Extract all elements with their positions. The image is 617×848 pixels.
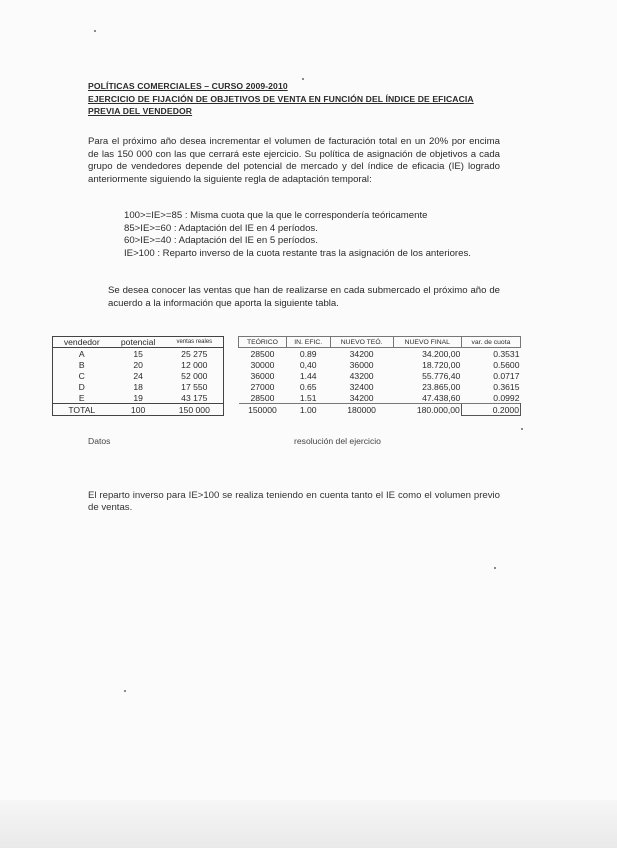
cell: 18.720,00 [422, 359, 461, 370]
table-row [53, 359, 224, 370]
cell: 0.5600 [493, 359, 520, 370]
cell: B [78, 359, 85, 370]
cell: 0.65 [299, 381, 317, 392]
table-row [53, 348, 224, 360]
handwritten-note: El reparto inverso para IE>100 se realiza teniendo en cuenta tanto el IE como el volumen previo de ventas. [88, 490, 500, 514]
cell: 20 [133, 359, 143, 370]
table-header-row [53, 337, 224, 348]
cell: 150 000 [166, 404, 224, 416]
col-nuevo-teo: NUEVO TEÓ. [330, 337, 393, 348]
cell: 0,40 [299, 359, 317, 370]
cell: 36000 [250, 370, 275, 381]
table-total-row [239, 404, 521, 416]
cell: 19 [133, 392, 143, 403]
cell: 55.776,40 [422, 370, 461, 381]
cell: 100 [111, 404, 166, 416]
data-table [52, 336, 224, 416]
cell: 52 000 [181, 370, 208, 381]
cell: 24 [133, 370, 143, 381]
cell: E [78, 392, 85, 403]
course-title: POLÍTICAS COMERCIALES – CURSO 2009-2010 [88, 81, 288, 91]
rules-list [124, 210, 500, 260]
table-row [53, 392, 224, 404]
cell: 0.89 [299, 348, 317, 359]
cell: 1.44 [299, 370, 317, 381]
cell: A [78, 348, 85, 359]
table-header-row [239, 337, 521, 348]
table-row [239, 348, 521, 360]
datos-label: Datos [88, 436, 111, 446]
table-row [239, 381, 521, 392]
cell: 34200 [349, 392, 374, 403]
rule-item: IE>100 : Reparto inverso de la cuota restante tras la asignación de los anteriores. [124, 247, 471, 259]
col-in-efic: IN. EFIC. [286, 337, 330, 348]
cell: 1.51 [299, 392, 317, 403]
scan-speck [521, 428, 523, 430]
cell: 150000 [239, 404, 287, 416]
exercise-subtitle: PREVIA DEL VENDEDOR [88, 106, 193, 116]
cell: 34.200,00 [422, 348, 461, 359]
question-paragraph: Se desea conocer las ventas que han de realizarse en cada submercado el próximo año de acuerdo a la información que aporta la siguiente tabla. [108, 285, 500, 309]
col-ventas-reales: ventas reales [166, 337, 224, 348]
cell: 0.3615 [493, 381, 520, 392]
col-var-cuota: var. de cuota [461, 337, 520, 348]
scan-speck [94, 30, 96, 32]
resolucion-label: resolución del ejercicio [294, 436, 381, 446]
col-teorico: TEÓRICO [239, 337, 287, 348]
table-row [239, 370, 521, 381]
cell: 0.2000 [461, 404, 520, 416]
cell: 180.000,00 [393, 404, 461, 416]
cell: 0.3531 [493, 348, 520, 359]
cell: 18 [133, 381, 143, 392]
cell: 15 [133, 348, 143, 359]
rule-item: 100>=IE>=85 : Misma cuota que la que le correspondería teóricamente [124, 210, 428, 221]
cell: 1.00 [286, 404, 330, 416]
table-row [239, 359, 521, 370]
cell: C [78, 370, 85, 381]
cell: 30000 [250, 359, 275, 370]
cell: 23.865,00 [422, 381, 461, 392]
col-vendedor: vendedor [53, 337, 111, 348]
cell: 25 275 [181, 348, 208, 359]
rule-item: 85>IE>=60 : Adaptación del IE en 4 períodos. [124, 222, 318, 234]
results-table [238, 336, 521, 416]
document-header [88, 80, 508, 118]
cell: 180000 [330, 404, 393, 416]
exercise-title: EJERCICIO DE FIJACIÓN DE OBJETIVOS DE VENTA EN FUNCIÓN DEL ÍNDICE DE EFICACIA [88, 93, 474, 104]
cell: 0.0992 [493, 392, 520, 403]
table-row [239, 392, 521, 404]
cell: D [78, 381, 85, 392]
scan-speck [494, 567, 496, 569]
cell: 47.438,60 [422, 392, 461, 403]
col-potencial: potencial [111, 337, 166, 348]
table-row [53, 370, 224, 381]
rule-item: 60>IE>=40 : Adaptación del IE en 5 períodos. [124, 235, 318, 246]
table-total-row [53, 404, 224, 416]
cell: 12 000 [181, 359, 208, 370]
cell: 43 175 [181, 392, 208, 403]
intro-paragraph: Para el próximo año desea incrementar el volumen de facturación total en un 20% por encima de las 150 000 con las que cerrará este ejercicio. Su política de asignación de objetivos a cada grupo de vendedores depende del potencial de mercado y del índice de eficacia (IE) logrado anteriormente siguiendo la siguiente regla de adaptación temporal: [88, 136, 500, 185]
cell: 43200 [349, 370, 374, 381]
table-row [53, 381, 224, 392]
scan-speck [124, 690, 126, 692]
col-nuevo-final: NUEVO FINAL [393, 337, 461, 348]
cell: 36000 [349, 359, 374, 370]
cell: 32400 [349, 381, 374, 392]
scan-bottom-shadow [0, 800, 617, 848]
cell: 17 550 [181, 381, 208, 392]
cell: 0.0717 [493, 370, 520, 381]
cell: 27000 [250, 381, 275, 392]
cell: TOTAL [53, 404, 111, 416]
cell: 28500 [250, 392, 275, 403]
cell: 34200 [349, 348, 374, 359]
cell: 28500 [250, 348, 275, 359]
